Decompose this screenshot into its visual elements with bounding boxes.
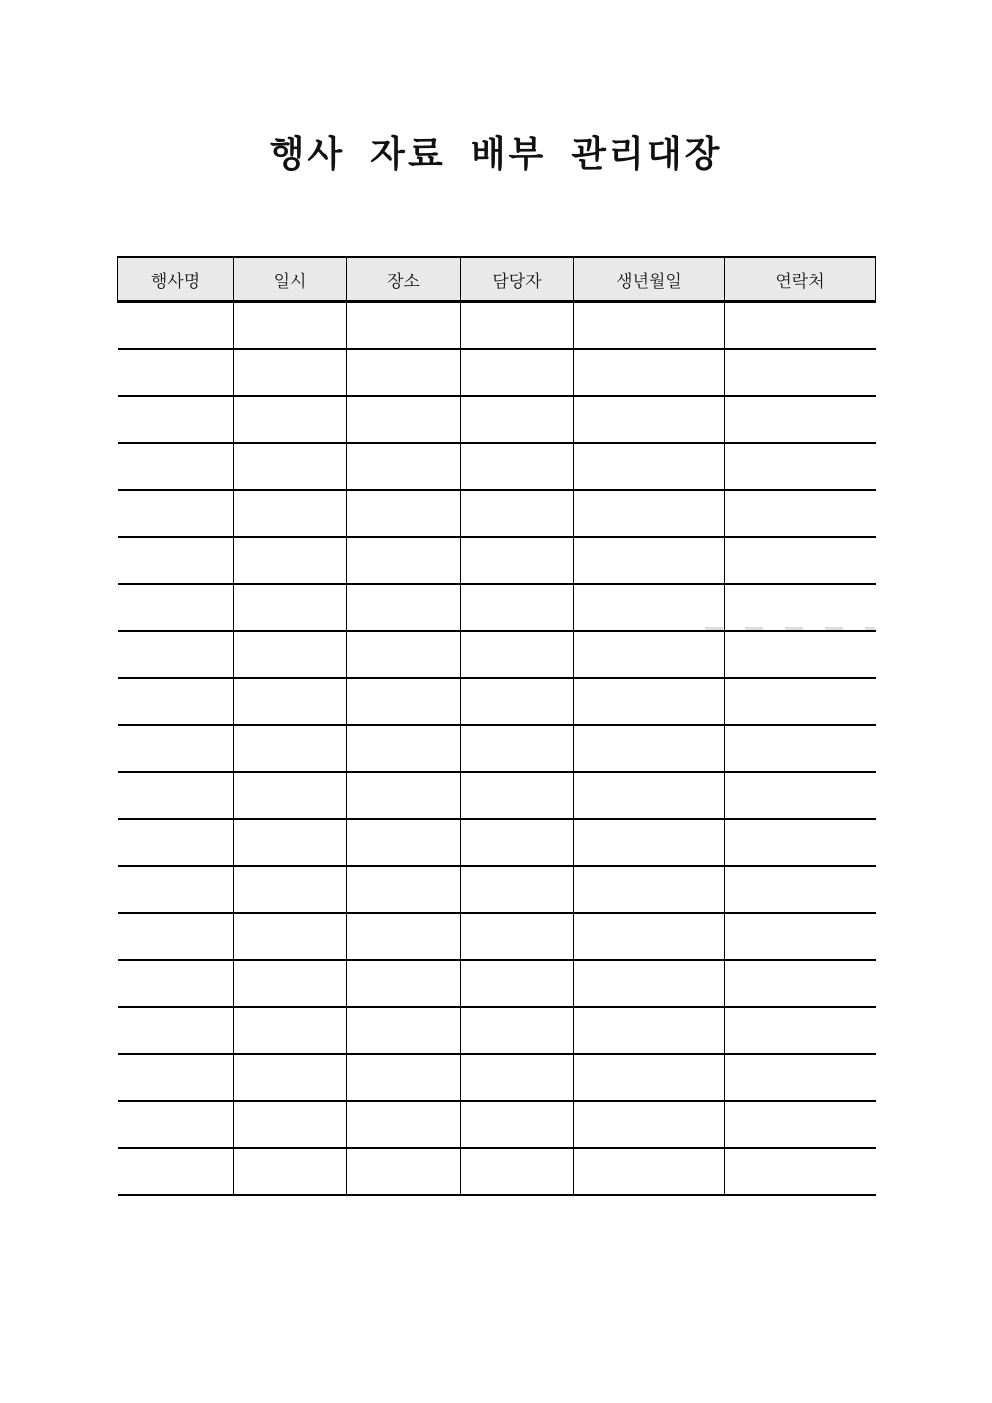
table-row xyxy=(118,1054,876,1101)
table-cell xyxy=(347,960,461,1007)
table-cell xyxy=(574,631,725,678)
column-header-birth-date: 생년월일 xyxy=(574,257,725,302)
table-cell xyxy=(574,772,725,819)
table-cell xyxy=(461,302,574,350)
table-cell xyxy=(725,678,876,725)
table-cell xyxy=(234,772,347,819)
table-cell xyxy=(725,1101,876,1148)
table-cell xyxy=(347,584,461,631)
table-cell xyxy=(461,678,574,725)
table-cell xyxy=(347,443,461,490)
table-cell xyxy=(347,1054,461,1101)
table-cell xyxy=(725,443,876,490)
table-row xyxy=(118,913,876,960)
table-cell xyxy=(461,443,574,490)
table-cell xyxy=(118,725,234,772)
table-cell xyxy=(725,490,876,537)
table-cell xyxy=(574,537,725,584)
table-row xyxy=(118,631,876,678)
table-cell xyxy=(234,302,347,350)
table-cell xyxy=(461,1101,574,1148)
table-cell xyxy=(118,584,234,631)
table-cell xyxy=(347,396,461,443)
table-cell xyxy=(574,584,725,631)
table-cell xyxy=(725,537,876,584)
table-row xyxy=(118,960,876,1007)
table-row xyxy=(118,725,876,772)
table-cell xyxy=(725,1148,876,1195)
table-cell xyxy=(725,772,876,819)
table-row xyxy=(118,584,876,631)
table-cell xyxy=(118,678,234,725)
table-cell xyxy=(234,490,347,537)
table-cell xyxy=(574,490,725,537)
table-cell xyxy=(461,631,574,678)
table-cell xyxy=(574,725,725,772)
table-cell xyxy=(725,396,876,443)
column-header-location: 장소 xyxy=(347,257,461,302)
table-cell xyxy=(461,1148,574,1195)
table-cell xyxy=(234,537,347,584)
table-cell xyxy=(234,725,347,772)
column-header-contact: 연락처 xyxy=(725,257,876,302)
table-cell xyxy=(118,396,234,443)
table-cell xyxy=(234,866,347,913)
table-cell xyxy=(118,1054,234,1101)
table-cell xyxy=(574,913,725,960)
table-cell xyxy=(234,960,347,1007)
table-cell xyxy=(347,725,461,772)
table-cell xyxy=(234,631,347,678)
table-cell xyxy=(347,349,461,396)
table-cell xyxy=(461,396,574,443)
table-cell xyxy=(347,1148,461,1195)
table-row xyxy=(118,537,876,584)
table-cell xyxy=(574,443,725,490)
table-cell xyxy=(574,302,725,350)
distribution-ledger-table xyxy=(117,256,876,1196)
table-cell xyxy=(347,1007,461,1054)
table-cell xyxy=(574,960,725,1007)
table-cell xyxy=(725,349,876,396)
table-cell xyxy=(118,443,234,490)
table-cell xyxy=(347,772,461,819)
table-cell xyxy=(461,772,574,819)
table-cell xyxy=(461,490,574,537)
table-cell xyxy=(725,631,876,678)
table-cell xyxy=(234,584,347,631)
column-header-date-time: 일시 xyxy=(234,257,347,302)
table-cell xyxy=(461,349,574,396)
table-cell xyxy=(118,1101,234,1148)
table-cell xyxy=(234,443,347,490)
table-cell xyxy=(461,1054,574,1101)
page-title: 행사 자료 배부 관리대장 xyxy=(269,133,723,174)
table-cell xyxy=(234,1054,347,1101)
table-cell xyxy=(118,819,234,866)
table-cell xyxy=(118,1148,234,1195)
table-cell xyxy=(725,866,876,913)
header-row xyxy=(118,257,876,302)
table-row xyxy=(118,349,876,396)
table-cell xyxy=(574,349,725,396)
table-row xyxy=(118,302,876,350)
table-cell xyxy=(725,1007,876,1054)
table-cell xyxy=(574,866,725,913)
table-cell xyxy=(461,913,574,960)
table-body xyxy=(118,302,876,1196)
table-cell xyxy=(118,960,234,1007)
table-row xyxy=(118,1007,876,1054)
table-row xyxy=(118,490,876,537)
table-cell xyxy=(725,302,876,350)
table-cell xyxy=(574,1148,725,1195)
table-cell xyxy=(234,396,347,443)
table-cell xyxy=(234,1148,347,1195)
table-cell xyxy=(725,584,876,631)
table-cell xyxy=(118,1007,234,1054)
table-cell xyxy=(347,302,461,350)
table-cell xyxy=(347,866,461,913)
table-cell xyxy=(234,349,347,396)
table-cell xyxy=(347,678,461,725)
table-cell xyxy=(347,631,461,678)
table-row xyxy=(118,678,876,725)
table-cell xyxy=(574,396,725,443)
table-cell xyxy=(461,725,574,772)
table-cell xyxy=(234,913,347,960)
column-header-event-name: 행사명 xyxy=(118,257,234,302)
table-row xyxy=(118,396,876,443)
table-cell xyxy=(347,819,461,866)
table-cell xyxy=(574,1054,725,1101)
table-cell xyxy=(461,819,574,866)
table-cell xyxy=(461,537,574,584)
table-cell xyxy=(118,537,234,584)
table-row xyxy=(118,819,876,866)
column-header-manager: 담당자 xyxy=(461,257,574,302)
table-cell xyxy=(725,1054,876,1101)
table-row xyxy=(118,443,876,490)
table-row xyxy=(118,866,876,913)
table-row xyxy=(118,772,876,819)
table-cell xyxy=(461,584,574,631)
table-cell xyxy=(347,1101,461,1148)
table-cell xyxy=(118,772,234,819)
table-cell xyxy=(118,302,234,350)
table-cell xyxy=(574,678,725,725)
table-cell xyxy=(574,1101,725,1148)
table-cell xyxy=(347,490,461,537)
table-cell xyxy=(234,1007,347,1054)
table-cell xyxy=(347,537,461,584)
table-cell xyxy=(118,866,234,913)
table-cell xyxy=(461,866,574,913)
table-cell xyxy=(234,1101,347,1148)
table-cell xyxy=(574,1007,725,1054)
table-cell xyxy=(574,819,725,866)
table-cell xyxy=(118,631,234,678)
table-cell xyxy=(234,678,347,725)
table-cell xyxy=(725,913,876,960)
table-cell xyxy=(118,349,234,396)
table-cell xyxy=(461,1007,574,1054)
table-cell xyxy=(234,819,347,866)
table-cell xyxy=(347,913,461,960)
table-cell xyxy=(725,819,876,866)
table-row xyxy=(118,1101,876,1148)
table-row xyxy=(118,1148,876,1195)
table-cell xyxy=(118,913,234,960)
table-cell xyxy=(725,725,876,772)
table-cell xyxy=(461,960,574,1007)
table-header xyxy=(118,257,876,302)
table-cell xyxy=(118,490,234,537)
table-cell xyxy=(725,960,876,1007)
